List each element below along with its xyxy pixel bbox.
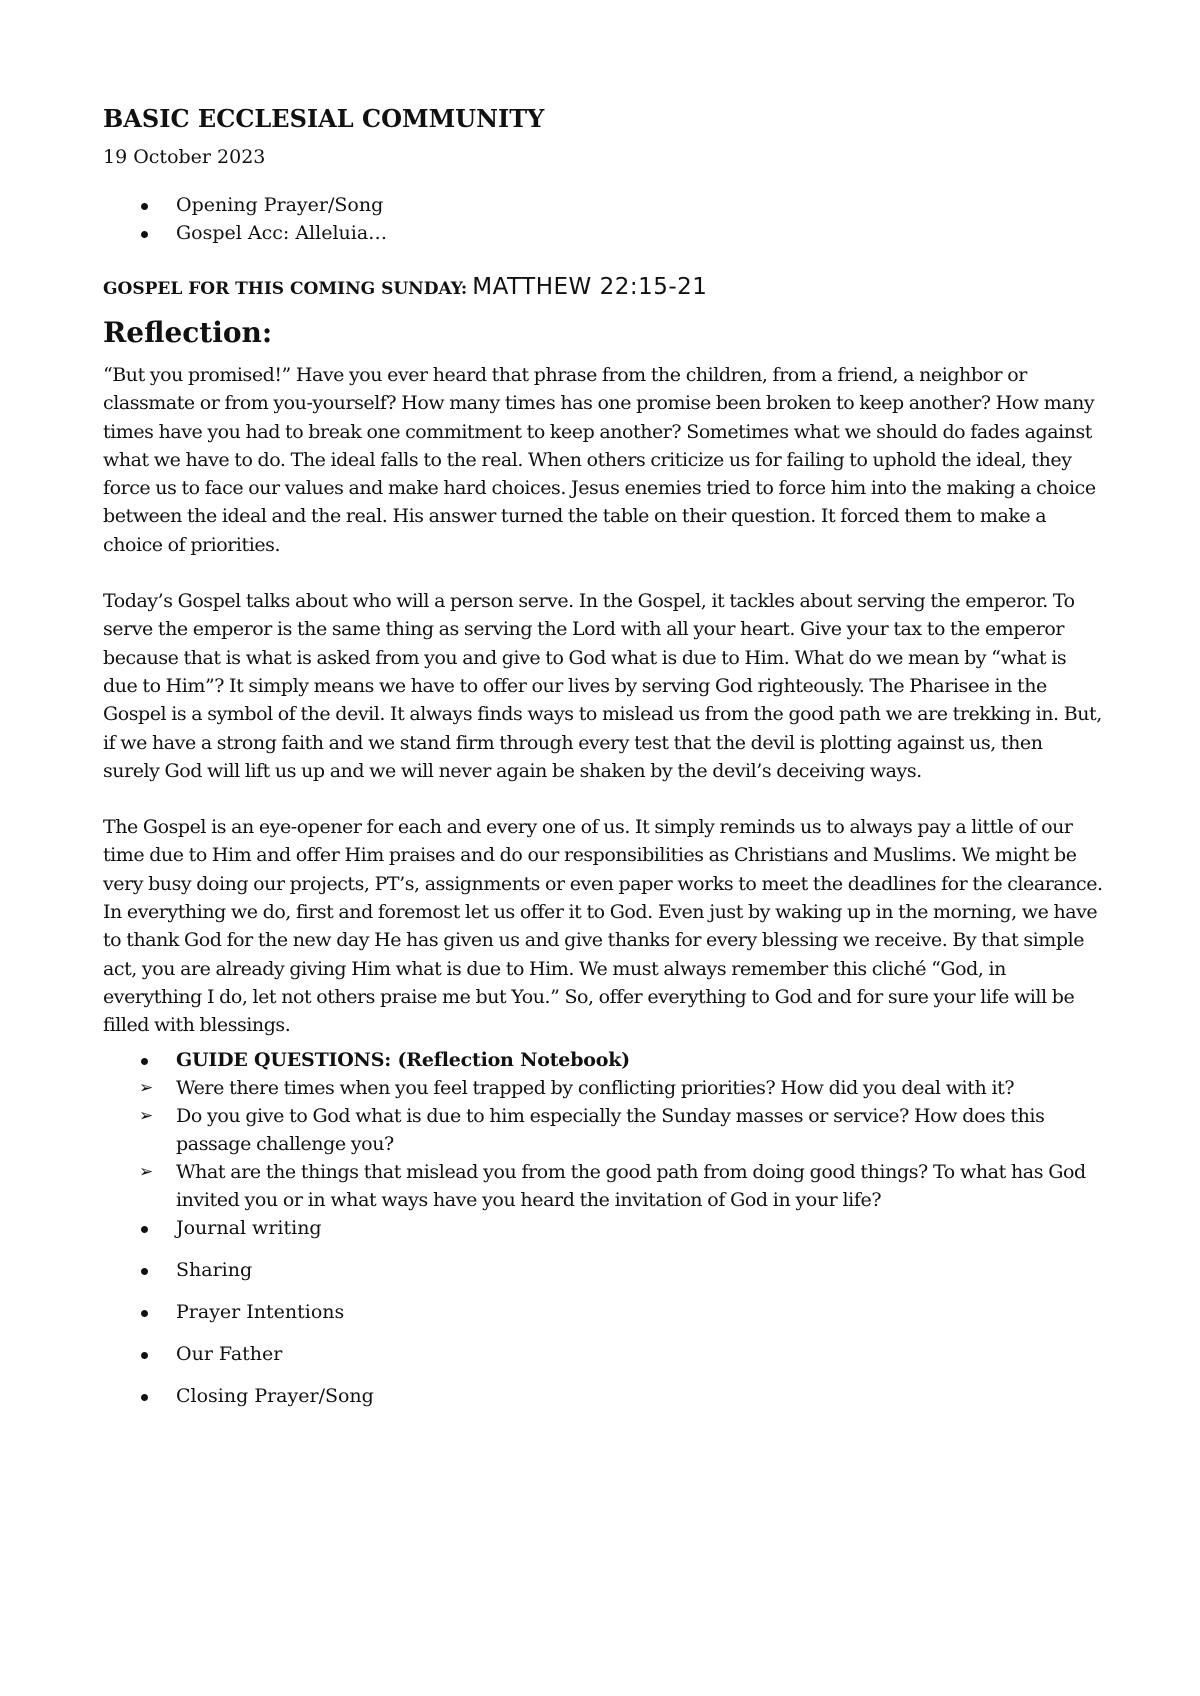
gospel-line [103, 269, 1103, 315]
guide-question [103, 1102, 1103, 1158]
list-item: Sharing [103, 1256, 1103, 1284]
reflection-paragraph-3: The Gospel is an eye-opener for each and every one of us. It simply reminds us to always pay a little of our time due to Him and offer Him praises and do our responsibilities as Christians and Muslims. We might be very busy doing our projects, PT’s, assignments or even paper works to meet the deadlines for the clearance. In everything we do, first and foremost let us offer it to God. Even just by waking up in the morning, we have to thank God for the new day He has given us and give thanks for every blessing we receive. By that simple act, you are already giving Him what is due to Him. We must always remember this cliché “God, in everything I do, let not others praise me but You.” So, offer everything to God and for sure your life will be filled with blessings. [103, 816, 1103, 1037]
reflection-paragraph-1: “But you promised!” Have you ever heard that phrase from the children, from a friend, a neighbor or classmate or from you-yourself? How many times has one promise been broken to keep another? How many times have you had to break one commitment to keep another? Sometimes what we should do fades against what we have to do. The ideal falls to the real. When others criticize us for failing to uphold the ideal, they force us to face our values and make hard choices. Jesus enemies tried to force him into the making a choice between the ideal and the real. His answer turned the table on their question. It forced them to make a choice of priorities. [103, 364, 1096, 556]
list-item: Our Father [103, 1340, 1103, 1368]
reflection-heading: Reflection: [103, 316, 273, 349]
list-item: Prayer Intentions [103, 1298, 1103, 1326]
reflection-paragraph-2: Today’s Gospel talks about who will a person serve. In the Gospel, it tackles about serving the emperor. To serve the emperor is the same thing as serving the Lord with all your heart. Give your tax to the emperor because that is what is asked from you and give to God what is due to Him. What do we mean by “what is due to Him”? It simply means we have to offer our lives by serving God righteously. The Pharisee in the Gospel is a symbol of the devil. It always finds ways to mislead us from the good path we are trekking in. But, if we have a strong faith and we stand firm through every test that the devil is plotting against us, then surely God will lift us up and we will never again be shaken by the devil’s deceiving ways. [103, 590, 1102, 782]
list-item: Closing Prayer/Song [103, 1382, 1103, 1410]
arrow-bullet-icon: ➢ [139, 1105, 153, 1126]
list-item: Opening Prayer/Song [103, 191, 1103, 219]
guide-questions-list [103, 1074, 1103, 1214]
activity-list [103, 1046, 1103, 1410]
document-body [103, 103, 1103, 1424]
guide-questions-label: GUIDE QUESTIONS: (Reflection Notebook) [176, 1048, 630, 1071]
gospel-reference: MATTHEW 22:15-21 [472, 274, 708, 300]
guide-question-text: Were there times when you feel trapped by conflicting priorities? How did you deal with it? [176, 1076, 1015, 1099]
opening-list [103, 191, 1103, 269]
guide-question [103, 1158, 1103, 1214]
guide-questions-item [103, 1046, 1103, 1214]
list-item: Journal writing [103, 1214, 1103, 1242]
document-title: BASIC ECCLESIAL COMMUNITY [103, 104, 545, 133]
arrow-bullet-icon: ➢ [139, 1077, 153, 1098]
gospel-label: GOSPEL FOR THIS COMING SUNDAY: [103, 279, 468, 299]
document-date: 19 October 2023 [103, 146, 266, 168]
guide-question [103, 1074, 1103, 1102]
guide-question-text: What are the things that mislead you from the good path from doing good things? To what has God invited you or in what ways have you heard the invitation of God in your life? [176, 1160, 1086, 1211]
arrow-bullet-icon: ➢ [139, 1161, 153, 1182]
guide-question-text: Do you give to God what is due to him especially the Sunday masses or service? How does this passage challenge you? [176, 1104, 1045, 1155]
list-item: Gospel Acc: Alleluia… [103, 219, 1103, 247]
